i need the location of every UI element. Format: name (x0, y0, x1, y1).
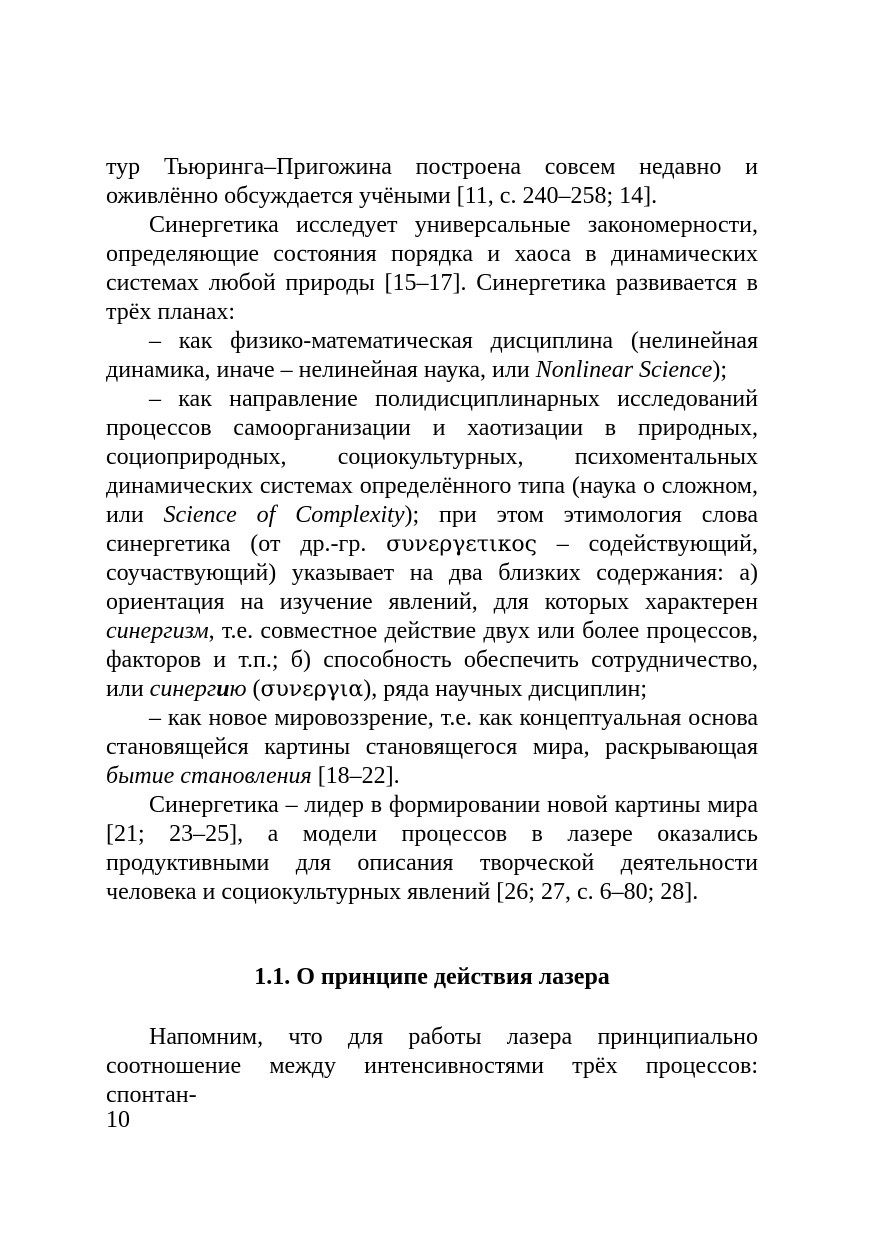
section-heading: 1.1. О принципе действия лазера (254, 964, 610, 990)
list-item-worldview: – как новое мировоззрение, т.е. как концептуальная основа становящейся картины становящегося мира, раскрывающая бытие становления [18–22]. (106, 705, 758, 789)
list-item-polydisciplinary: – как направление полидисциплинарных исследований процессов самоорганизации и хаотизации в природных, социоприродных, социокультурных, психоментальных динамических системах определённого типа (наука о сложном, или Science of Complexity); при этом этимология слова синергетика (от др.-гр. συνεργετικος – содействующий, соучаствующий) указывает на два близких содержания: а) ориентация на изучение явлений, для которых характерен синергизм, т.е. совместное действие двух или более процессов, факторов и т.п.; б) способность обеспечить сотрудничество, или синергию (συνεργια), ряда научных дисциплин; (106, 386, 758, 702)
paragraph-laser-intro: Напомним, что для работы лазера принципиально соотношение между интенсивностями трёх процессов: спонтан- (106, 1024, 758, 1108)
list-item-physics-math: – как физико-математическая дисциплина (нелинейная динамика, иначе – нелинейная наука, или Nonlinear Science); (106, 328, 758, 383)
paragraph-synergetics-intro: Синергетика исследует универсальные закономерности, определяющие состояния порядка и хаоса в динамических системах любой природы [15–17]. Синергетика развивается в трёх планах: (106, 212, 758, 325)
body-text (106, 153, 758, 907)
paragraph-synergetics-leader: Синергетика – лидер в формировании новой картины мира [21; 23–25], а модели процессов в лазере оказались продуктивными для описания творческой деятельности человека и социокультурных явлений [26; 27, с. 6–80; 28]. (106, 792, 758, 905)
paragraph-continuation: тур Тьюринга–Пригожина построена совсем недавно и оживлённо обсуждается учёными [11, с. 240–258; 14]. (106, 154, 758, 209)
page-number: 10 (106, 1107, 130, 1133)
section-body (106, 1023, 758, 1110)
page-content (106, 153, 758, 1110)
